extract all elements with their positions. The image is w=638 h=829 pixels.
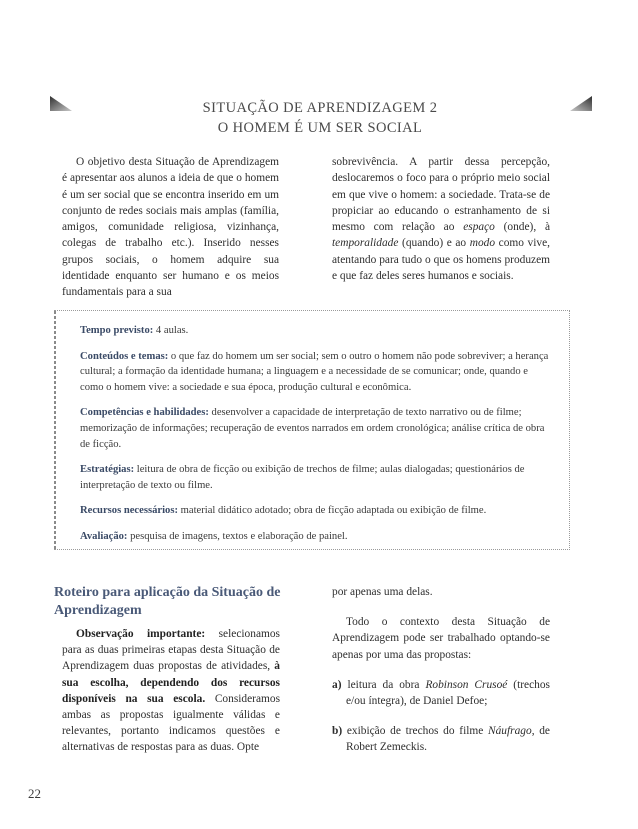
intro-paragraph-right: sobrevivência. A partir dessa percepção, deslocaremos o foco para o próprio meio social em que vive o homem: a sociedade. Trata-se de propiciar ao educando o estranhamento de si mesmo com relação ao espaço (onde), à temporalidade (quando) e ao modo como vive, atentando para tudo o que os homens produzem e que faz deles seres humanos e sociais.	[332, 156, 550, 283]
info-box-divider	[54, 311, 56, 549]
continuation-text: por apenas uma delas.	[332, 586, 433, 598]
title-line-1: SITUAÇÃO DE APRENDIZAGEM 2	[202, 100, 438, 116]
page-title	[150, 98, 490, 138]
section-title-roteiro: Roteiro para aplicação da Situação de Aprendizagem	[54, 585, 281, 618]
info-tempo: Tempo previsto: 4 aulas.	[80, 325, 189, 336]
observation-paragraph: Observação importante: selecionamos para as duas primeiras etapas desta Situação de Aprendizagem duas propostas de atividades, à sua escolha, dependendo dos recursos disponíveis na sua escola. Consideramos ambas as propostas igualmente válidas e relevantes, portanto indicamos questões e alternativas de respostas para as duas. Opte	[62, 628, 281, 754]
info-estrategias: Estratégias: leitura de obra de ficção ou exibição de trechos de filme; aulas dialogadas; questionários de interpretação de texto ou filme.	[80, 464, 525, 491]
roteiro-right-column	[332, 584, 550, 756]
title-line-2: O HOMEM É UM SER SOCIAL	[217, 120, 423, 136]
context-paragraph: Todo o contexto desta Situação de Aprendizagem pode ser trabalhado optando-se apenas por uma das propostas:	[332, 616, 550, 661]
intro-paragraph-left: O objetivo desta Situação de Aprendizagem é apresentar aos alunos a ideia de que o homem é um ser social que se encontra inserido em um conjunto de redes sociais mais amplas (família, amigos, comunidade religiosa, vizinhança, colegas de trabalho etc.). Inserido nesses grupos sociais, o homem adquire sua identidade enquanto ser humano e os meios fundamentais para a sua	[62, 156, 279, 299]
option-b: b) exibição de trechos do filme Náufrago, de Robert Zemeckis.	[332, 725, 550, 754]
info-competencias: Competências e habilidades: desenvolver a capacidade de interpretação de texto narrativo ou de filme; memorização de informações; recuperação de eventos narrados em ordem cronológica; análise crítica de obra de ficção.	[80, 407, 545, 450]
corner-ornament-right-icon	[570, 96, 592, 111]
info-box	[54, 310, 570, 550]
info-recursos: Recursos necessários: material didático adotado; obra de ficção adaptada ou exibição de filme.	[80, 505, 487, 517]
info-conteudos: Conteúdos e temas: o que faz do homem um ser social; sem o outro o homem não pode sobreviver; a herança cultural; a formação da identidade humana; a linguagem e a necessidade de se comunicar; onde, quando e como o homem vive: a sociedade e sua época, produção cultural e econômica.	[80, 350, 549, 393]
info-avaliacao: Avaliação: pesquisa de imagens, textos e elaboração de painel.	[80, 530, 348, 542]
corner-ornament-left-icon	[50, 96, 72, 111]
page-number: 22	[28, 786, 41, 801]
option-a: a) leitura da obra Robinson Crusoé (trechos e/ou íntegra), de Daniel Defoe;	[332, 678, 550, 708]
